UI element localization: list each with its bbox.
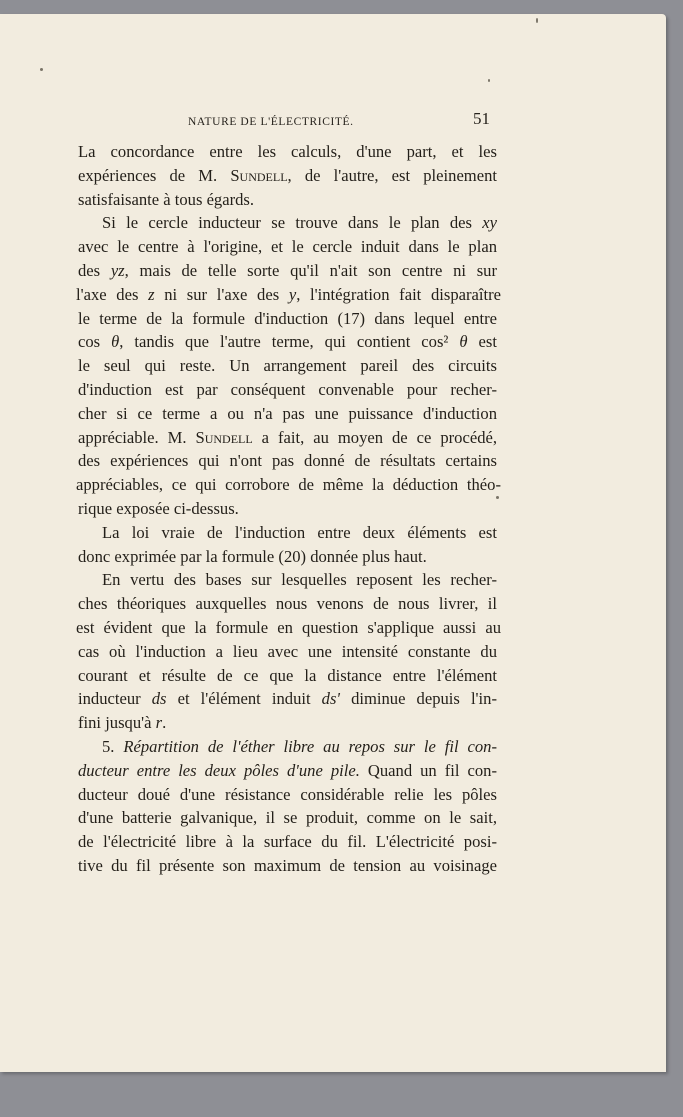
text-line: ducteur entre les deux pôles d'une pile. Quand un fil con- — [78, 760, 497, 780]
text-line: En vertu des bases sur lesquelles reposent les recher- — [102, 570, 497, 590]
paper-speck — [496, 496, 499, 499]
text-line: l'axe des z ni sur l'axe des y, l'intégration fait disparaître — [76, 284, 501, 304]
text-line: d'induction est par conséquent convenable pour recher- — [78, 379, 497, 399]
text-line: cos θ, tandis que l'autre terme, qui contient cos² θ est — [78, 332, 497, 352]
text-line: des yz, mais de telle sorte qu'il n'ait son centre ni sur — [78, 260, 497, 280]
text-line: expériences de M. Sundell, de l'autre, est pleinement — [78, 165, 497, 185]
text-line: le seul qui reste. Un arrangement pareil des circuits — [78, 356, 497, 376]
text-line: donc exprimée par la formule (20) donnée plus haut. — [78, 546, 427, 566]
text-line: des expériences qui n'ont pas donné de résultats certains — [78, 451, 497, 471]
text-line: est évident que la formule en question s'applique aussi au — [76, 617, 501, 637]
text-line: appréciable. M. Sundell a fait, au moyen de ce procédé, — [78, 427, 498, 447]
page-number: 51 — [473, 109, 490, 128]
text-line: La concordance entre les calculs, d'une part, et les — [78, 142, 497, 161]
text-line: ches théoriques auxquelles nous venons de nous livrer, il — [78, 594, 497, 614]
page-header — [188, 109, 490, 134]
text-line: appréciables, ce qui corrobore de même la déduction théo- — [76, 475, 501, 495]
paper-speck — [536, 18, 538, 23]
text-line: satisfaisante à tous égards. — [78, 189, 255, 209]
text-line: de l'électricité libre à la surface du fil. L'électricité posi- — [78, 832, 497, 852]
text-line: ducteur doué d'une résistance considérable relie les pôles — [78, 784, 497, 804]
text-line: courant et résulte de ce que la distance entre l'élément — [78, 665, 497, 685]
text-line: le terme de la formule d'induction (17) dans lequel entre — [78, 308, 497, 328]
paper-speck — [40, 68, 43, 71]
running-title: NATURE DE L'ÉLECTRICITÉ. — [188, 116, 354, 128]
text-line: 5. Répartition de l'éther libre au repos sur le fil con- — [102, 736, 497, 756]
text-line: La loi vraie de l'induction entre deux éléments est — [102, 522, 497, 542]
text-line: cas où l'induction a lieu avec une intensité constante du — [78, 641, 497, 661]
text-line: avec le centre à l'origine, et le cercle induit dans le plan — [78, 237, 497, 257]
text-line: inducteur ds et l'élément induit ds' diminue depuis l'in- — [78, 689, 497, 709]
text-line: cher si ce terme a ou n'a pas une puissance d'induction — [78, 403, 497, 423]
text-line: tive du fil présente son maximum de tension au voisinage — [78, 855, 497, 875]
text-line: d'une batterie galvanique, il se produit, comme on le sait, — [78, 808, 497, 828]
paper-speck — [488, 79, 490, 82]
text-line: fini jusqu'à r. — [78, 713, 167, 733]
text-line: rique exposée ci-dessus. — [78, 498, 239, 518]
text-line: Si le cercle inducteur se trouve dans le plan des xy — [102, 213, 497, 233]
body-text — [76, 140, 501, 878]
